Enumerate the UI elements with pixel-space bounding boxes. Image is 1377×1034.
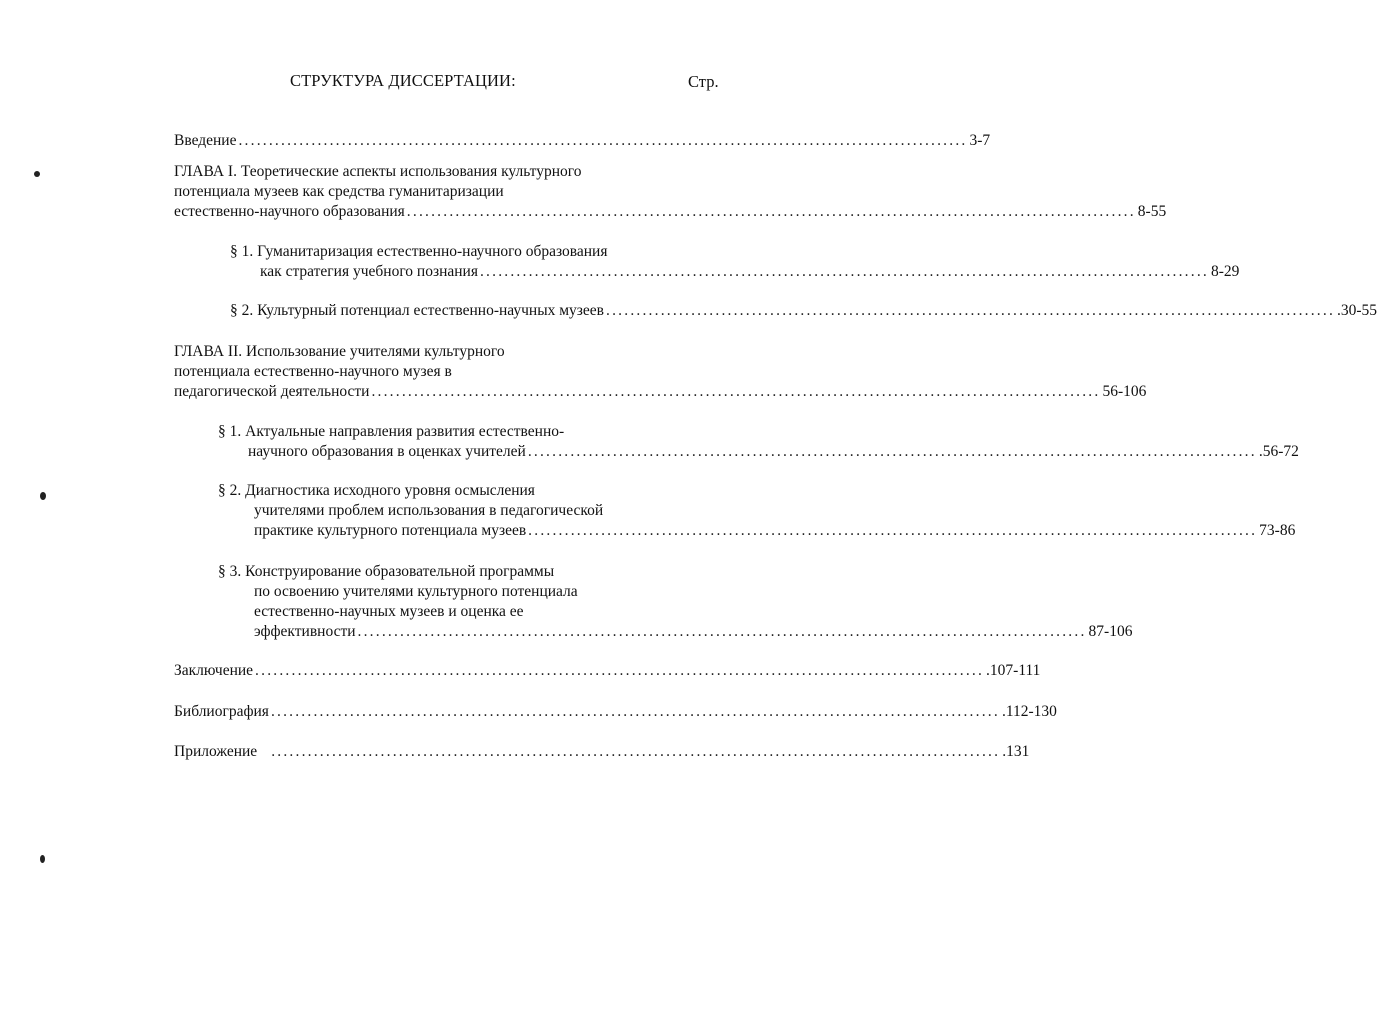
leader-dots: ........................................................................................................................ — [406, 203, 1136, 220]
leader-dots: ........................................................................................................................ — [528, 522, 1258, 539]
leader-dots: ........................................................................................................................ — [357, 623, 1087, 640]
scan-speck — [40, 492, 46, 500]
toc-entry-text: § 2. Культурный потенциал естественно-научных музеев — [230, 302, 605, 319]
toc-entry-chapter-1 — [174, 162, 1167, 222]
toc-entry-pages: .56-72 — [1258, 443, 1299, 460]
toc-entry-text: § 2. Диагностика исходного уровня осмысления — [218, 482, 535, 499]
toc-entry-text: ГЛАВА II. Использование учителями культурного — [174, 343, 505, 360]
toc-entry-pages: .30-55 — [1337, 302, 1377, 319]
toc-entry-pages: 73-86 — [1259, 522, 1296, 539]
toc-entry-ch1-sec1 — [230, 242, 1240, 282]
toc-entry-text: § 1. Гуманитаризация естественно-научного образования — [230, 243, 608, 260]
leader-dots: ........................................................................................................................ — [479, 263, 1209, 280]
toc-entry-conclusion — [174, 661, 1041, 681]
toc-entry-text: педагогической деятельности — [174, 383, 370, 400]
toc-entry-text: потенциала музеев как средства гуманитаризации — [174, 183, 504, 200]
toc-entry-pages: .112-130 — [1001, 703, 1057, 720]
toc-entry-pages: 8-29 — [1210, 263, 1240, 280]
toc-entry-pages: .131 — [1002, 743, 1030, 760]
toc-entry-ch1-sec2 — [230, 301, 1377, 321]
toc-entry-text: по освоению учителями культурного потенциала — [254, 583, 578, 600]
toc-entry-text: § 3. Конструирование образовательной программы — [218, 563, 555, 580]
toc-entry-text: § 1. Актуальные направления развития естественно- — [218, 423, 565, 440]
toc-entry-pages: 8-55 — [1137, 203, 1167, 220]
leader-dots: ........................................................................................................................ — [271, 743, 1001, 760]
toc-entry-appendix — [174, 742, 1030, 762]
toc-entry-label: Заключение — [174, 662, 254, 679]
toc-entry-label: Библиография — [174, 703, 269, 720]
toc-entry-label: Введение — [174, 132, 237, 149]
toc-entry-text: эффективности — [254, 623, 356, 640]
toc-entry-pages: .107-111 — [986, 662, 1041, 679]
toc-entry-intro — [174, 131, 991, 151]
toc-entry-text: практике культурного потенциала музеев — [254, 522, 527, 539]
toc-entry-text: естественно-научного образования — [174, 203, 405, 220]
toc-entry-text: потенциала естественно-научного музея в — [174, 363, 452, 380]
leader-dots: ........................................................................................................................ — [606, 302, 1336, 319]
toc-entry-bibliography — [174, 702, 1057, 722]
leader-dots: ........................................................................................................................ — [270, 703, 1000, 720]
toc-entry-pages: 3-7 — [969, 132, 991, 149]
page-column-label: Стр. — [688, 72, 719, 91]
toc-entry-label: Приложение — [174, 743, 258, 760]
toc-entry-text: научного образования в оценках учителей — [248, 443, 526, 460]
toc-entry-pages: 87-106 — [1088, 623, 1133, 640]
toc-entry-ch2-sec2 — [218, 481, 1296, 541]
scan-speck — [40, 855, 45, 863]
scan-speck — [34, 171, 40, 177]
toc-entry-ch2-sec3 — [218, 562, 1133, 642]
page-title: СТРУКТУРА ДИССЕРТАЦИИ: — [290, 71, 516, 90]
toc-entry-ch2-sec1 — [218, 422, 1299, 462]
toc-entry-text: как стратегия учебного познания — [260, 263, 478, 280]
toc-entry-text: естественно-научных музеев и оценка ее — [254, 603, 524, 620]
leader-dots: ........................................................................................................................ — [371, 383, 1101, 400]
leader-dots: ........................................................................................................................ — [238, 132, 968, 149]
leader-dots: ........................................................................................................................ — [255, 662, 985, 679]
toc-entry-text: учителями проблем использования в педагогической — [254, 502, 604, 519]
toc-entry-text: ГЛАВА I. Теоретические аспекты использования культурного — [174, 163, 582, 180]
leader-dots: ........................................................................................................................ — [527, 443, 1257, 460]
toc-entry-chapter-2 — [174, 342, 1147, 402]
toc-entry-pages: 56-106 — [1102, 383, 1147, 400]
